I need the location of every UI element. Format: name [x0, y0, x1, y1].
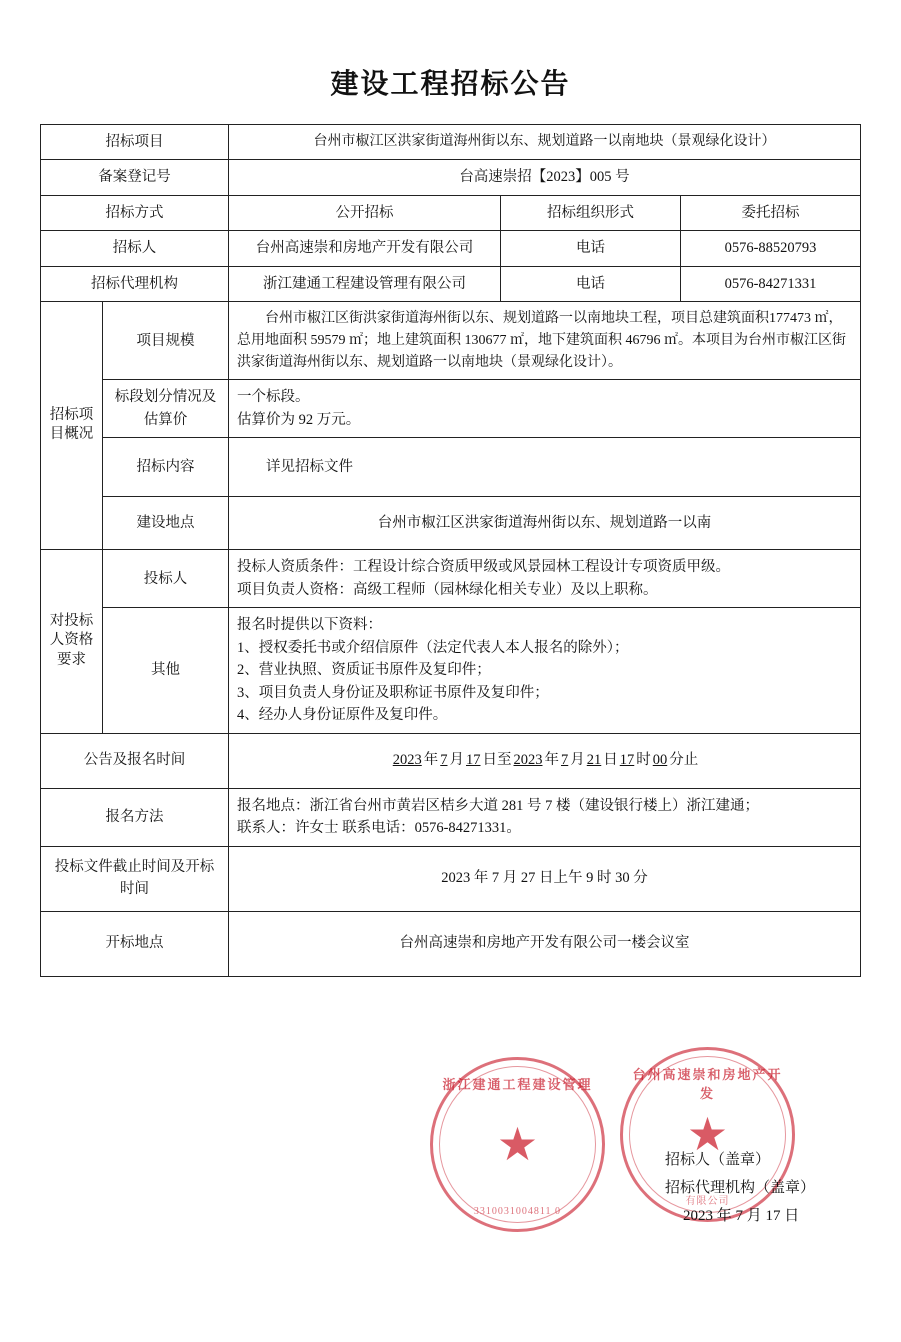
- table-row: [40, 733, 860, 788]
- signature-date: 2023 年 7 月 17 日: [682, 1207, 800, 1224]
- table-row: [40, 266, 860, 301]
- seal-left-bottom-text: 3310031004811 0: [473, 1206, 562, 1217]
- signup-value: [228, 788, 860, 846]
- seal-right-top-text: 台州高速崇和房地产开发: [632, 1067, 783, 1101]
- notice-day-unit: 日至: [482, 752, 512, 769]
- notice-year-1: 2023: [392, 752, 422, 769]
- table-row: [40, 911, 860, 976]
- tender-notice-table: [40, 124, 861, 977]
- record-no-label: 备案登记号: [40, 160, 228, 195]
- open-place-label: 开标地点: [40, 911, 228, 976]
- table-row: [40, 195, 860, 230]
- seal-right-bottom-text: 有限公司: [685, 1196, 730, 1207]
- notice-year-2: 2023: [513, 752, 543, 769]
- overview-group-label: [40, 302, 102, 550]
- page-title: 建设工程招标公告: [330, 69, 571, 100]
- section-value: [228, 380, 860, 438]
- notice-minute: 00: [652, 752, 668, 769]
- table-row: [40, 231, 860, 266]
- record-no-value: 台高速崇招【2023】005 号: [228, 160, 860, 195]
- signup-label: 报名方法: [40, 788, 228, 846]
- open-place-value: 台州高速崇和房地产开发有限公司一楼会议室: [228, 911, 860, 976]
- bidder-line-1: 投标人资质条件：工程设计综合资质甲级或风景园林工程设计专项资质甲级。: [236, 559, 730, 576]
- notice-day-2: 21: [586, 752, 602, 769]
- table-row: [40, 846, 860, 911]
- deadline-value: 2023 年 7 月 27 日上午 9 时 30 分: [228, 846, 860, 911]
- overview-group-label-text: 招标项目概况: [49, 406, 94, 443]
- tenderer-phone-label: 电话: [500, 231, 680, 266]
- scale-value: 台州市椒江区街洪家街道海州街以东、规划道路一以南地块工程，项目总建筑面积177473 ㎡，总用地面积 59579 ㎡；地上建筑面积 130677 ㎡，地下建筑面积 46796 ㎡。本项目为台州市椒江区街洪家街道海州街以东、规划道路一以南地块（景观绿化设计）。: [228, 302, 860, 380]
- org-form-value: 委托招标: [680, 195, 860, 230]
- other-value: [228, 608, 860, 733]
- bidder-line-2: 项目负责人资格：高级工程师（园林绿化相关专业）及以上职称。: [236, 581, 658, 598]
- bidder-label: 投标人: [102, 550, 228, 608]
- notice-minute-unit: 分止: [669, 752, 699, 769]
- table-row: [40, 438, 860, 497]
- org-form-label: 招标组织形式: [500, 195, 680, 230]
- table-row: [40, 608, 860, 733]
- tenderer-label: 招标人: [40, 231, 228, 266]
- other-intro: 报名时提供以下资料：: [236, 617, 382, 634]
- agency-phone-value: 0576-84271331: [680, 266, 860, 301]
- tenderer-signature-line: 招标人（盖章）: [664, 1152, 770, 1168]
- section-label: 标段划分情况及估算价: [102, 380, 228, 438]
- agency-phone-label: 电话: [500, 266, 680, 301]
- signup-line-1: 报名地点：浙江省台州市黄岩区桔乡大道 281 号 7 楼（建设银行楼上）浙江建通；: [236, 797, 759, 814]
- notice-day-1: 17: [466, 752, 481, 769]
- seal-inner-ring: [439, 1066, 596, 1223]
- agency-seal-icon: [430, 1057, 605, 1232]
- notice-hour-unit: 时: [636, 752, 651, 769]
- section-line-1: 一个标段。: [236, 389, 310, 406]
- method-label: 招标方式: [40, 195, 228, 230]
- table-row: [40, 302, 860, 380]
- notice-year-unit: 年: [423, 752, 439, 769]
- other-label: 其他: [102, 608, 228, 733]
- notice-month-unit: 月: [449, 752, 464, 769]
- document-page: [0, 62, 901, 1342]
- tenderer-phone-value: 0576-88520793: [680, 231, 860, 266]
- notice-month-1: 7: [440, 752, 448, 769]
- table-row: [40, 497, 860, 550]
- table-row: [40, 550, 860, 608]
- agency-value: 浙江建通工程建设管理有限公司: [228, 266, 500, 301]
- other-item: 3、项目负责人身份证及职称证书原件及复印件；: [236, 684, 549, 701]
- scale-label: 项目规模: [102, 302, 228, 380]
- table-row: [40, 380, 860, 438]
- bidder-value: [228, 550, 860, 608]
- notice-year-unit-2: 年: [544, 752, 559, 769]
- table-row: [40, 125, 860, 160]
- seal-star-icon: ★: [686, 1108, 729, 1160]
- content-label: 招标内容: [102, 438, 228, 497]
- site-label: 建设地点: [102, 497, 228, 550]
- project-value: 台州市椒江区洪家街道海州街以东、规划道路一以南地块（景观绿化设计）: [228, 125, 860, 160]
- seal-left-top-text: 浙江建通工程建设管理: [442, 1077, 593, 1092]
- method-value: 公开招标: [228, 195, 500, 230]
- bidder-group-label-text: 对投标人资格要求: [49, 612, 94, 668]
- tenderer-value: 台州高速崇和房地产开发有限公司: [228, 231, 500, 266]
- notice-day-unit-2: 日: [603, 752, 618, 769]
- other-item: 4、经办人身份证原件及复印件。: [236, 707, 448, 724]
- signature-block: [665, 1147, 815, 1230]
- notice-month-2: 7: [561, 752, 569, 769]
- other-item: 2、营业执照、资质证书原件及复印件；: [236, 662, 491, 679]
- project-label: 招标项目: [40, 125, 228, 160]
- bidder-group-label: [40, 550, 102, 733]
- notice-hour: 17: [619, 752, 635, 769]
- notice-month-unit-2: 月: [570, 752, 585, 769]
- deadline-label: 投标文件截止时间及开标时间: [40, 846, 228, 911]
- content-value: 详见招标文件: [228, 438, 860, 497]
- signup-line-2: 联系人：许女士 联系电话：0576-84271331。: [236, 820, 521, 837]
- notice-time-value: [228, 733, 860, 788]
- notice-time-label: 公告及报名时间: [40, 733, 228, 788]
- section-line-2: 估算价为 92 万元。: [236, 411, 361, 428]
- agency-label: 招标代理机构: [40, 266, 228, 301]
- table-row: [40, 160, 860, 195]
- other-item: 1、授权委托书或介绍信原件（法定代表人本人报名的除外）；: [236, 639, 629, 656]
- seal-star-icon: ★: [496, 1118, 539, 1170]
- agency-signature-line: 招标代理机构（盖章）: [664, 1179, 815, 1196]
- table-row: [40, 788, 860, 846]
- site-value: 台州市椒江区洪家街道海州街以东、规划道路一以南: [228, 497, 860, 550]
